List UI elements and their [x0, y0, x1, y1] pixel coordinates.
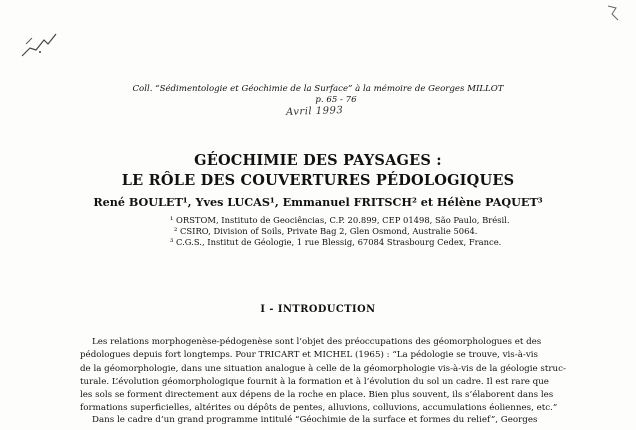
affiliation-2: ² CSIRO, Division of Soils, Private Bag 2, Glen Osmond, Australie 5064.	[174, 226, 478, 236]
paragraph-line: formations superficielles, altérites ou dépôts de pentes, alluvions, colluvions, accumulations éoliennes, etc.”	[80, 403, 558, 414]
title-line-1: GÉOCHIMIE DES PAYSAGES :	[194, 152, 442, 169]
handwritten-date: Avril 1993	[285, 105, 344, 118]
paragraph-line: pédologues depuis fort longtemps. Pour TRICART et MICHEL (1965) : “La pédologie se trouve, vis-à-vis	[80, 350, 538, 361]
paragraph-line: Les relations morphogenèse-pédogenèse sont l’objet des préoccupations des géomorphologues et des	[92, 337, 542, 347]
affiliation-1: ¹ ORSTOM, Instituto de Geociências, C.P. 20.899, CEP 01498, São Paulo, Brésil.	[170, 215, 510, 225]
paragraph-2	[80, 414, 568, 427]
collection-header: Coll. “Sédimentologie et Géochimie de la Surface” à la mémoire de Georges MILLOT	[132, 84, 504, 94]
paragraph-line: les sols se forment directement aux dépens de la roche en place. Bien plus souvent, ils s’élaborent dans les	[80, 390, 554, 401]
ink-scribble-mark	[18, 30, 64, 60]
title-line-2: LE RÔLE DES COUVERTURES PÉDOLOGIQUES	[121, 172, 515, 189]
paragraph-1	[80, 336, 568, 416]
author-list: René BOULET¹, Yves LUCAS¹, Emmanuel FRITSCH² et Hélène PAQUET³	[93, 195, 543, 209]
page-range: p. 65 - 76	[315, 95, 357, 105]
paragraph-line: Dans le cadre d’un grand programme intitulé “Géochimie de la surface et formes du relief”, Georges	[92, 415, 538, 425]
affiliation-3: ³ C.G.S., Institut de Géologie, 1 rue Blessig, 67084 Strasbourg Cedex, France.	[170, 237, 502, 247]
section-heading: I - INTRODUCTION	[260, 304, 376, 315]
scan-edge-mark	[606, 4, 620, 24]
paragraph-line: de la géomorphologie, dans une situation analogue à celle de la géomorphologie vis-à-vis de la géologie struc-	[80, 363, 566, 374]
paragraph-line: turale. L’évolution géomorphologique fournit à la formation et à l’évolution du sol un cadre. Il est rare que	[80, 376, 549, 387]
